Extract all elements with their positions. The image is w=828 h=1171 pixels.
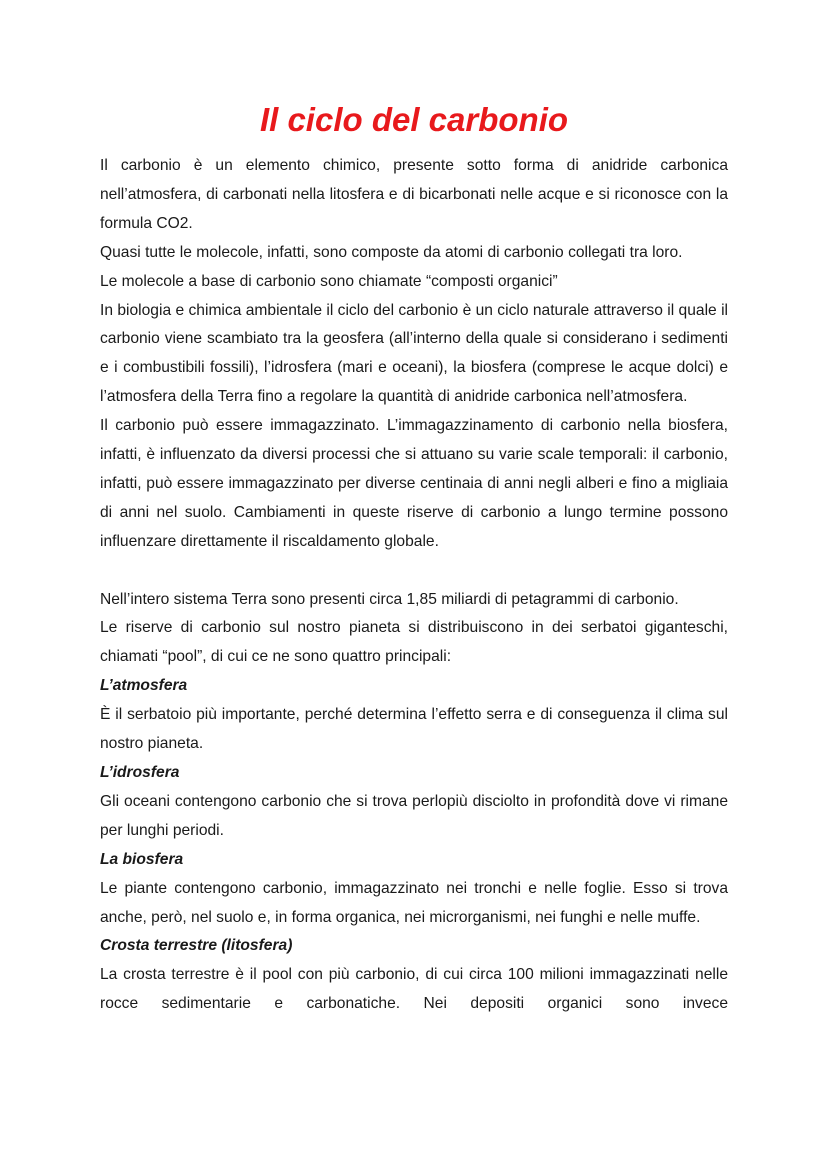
intro-paragraph-4: In biologia e chimica ambientale il ciclo del carbonio è un ciclo naturale attraverso il quale il carbonio viene scambiato tra la geosfera (all’interno della quale si considerano i sedimenti e i combustibili fossili), l’idrosfera (mari e oceani), la biosfera (comprese le acque dolci) e l’atmosfera della Terra fino a regolare la quantità di anidride carbonica nell’atmosfera. (100, 301, 728, 406)
intro-paragraph-3: Le molecole a base di carbonio sono chiamate “composti organici” (100, 272, 558, 290)
intro-paragraph-1: Il carbonio è un elemento chimico, presente sotto forma di anidride carbonica nell’atmosfera, di carbonati nella litosfera e di bicarbonati nelle acque e si riconosce con la formula CO2. (100, 157, 728, 232)
intro-paragraph-5: Il carbonio può essere immagazzinato. L’immagazzinamento di carbonio nella biosfera, infatti, è influenzato da diversi processi che si attuano su varie scale temporali: il carbonio, infatti, può essere immagazzinato per diverse centinaia di anni negli alberi e fino a migliaia di anni nel suolo. Cambiamenti in queste riserve di carbonio a lungo termine possono influenzare direttamente il riscaldamento globale. (100, 417, 728, 550)
intro-paragraph-2: Quasi tutte le molecole, infatti, sono composte da atomi di carbonio collegati tra loro. (100, 243, 683, 261)
pool-heading-atmosphere: L’atmosfera (100, 677, 188, 695)
pools-paragraph-2: Le riserve di carbonio sul nostro pianeta si distribuiscono in dei serbatoi giganteschi, chiamati “pool”, di cui ce ne sono quattro principali: (100, 619, 728, 666)
pool-heading-biosphere: La biosfera (100, 850, 184, 868)
pool-heading-lithosphere: Crosta terrestre (litosfera) (100, 937, 293, 955)
pool-text-atmosphere: È il serbatoio più importante, perché determina l’effetto serra e di conseguenza il clima sul nostro pianeta. (100, 706, 728, 753)
paragraph-spacer (100, 557, 728, 586)
pool-text-lithosphere: La crosta terrestre è il pool con più carbonio, di cui circa 100 milioni immagazzinati nelle rocce sedimentarie e carbonatiche. Nei depositi organici sono invece (100, 966, 728, 1013)
pools-paragraph-1: Nell’intero sistema Terra sono presenti circa 1,85 miliardi di petagrammi di carbonio. (100, 590, 679, 608)
pool-heading-hydrosphere: L’idrosfera (100, 764, 180, 782)
pool-text-hydrosphere: Gli oceani contengono carbonio che si trova perlopiù disciolto in profondità dove vi rimane per lunghi periodi. (100, 792, 728, 839)
pool-text-biosphere: Le piante contengono carbonio, immagazzinato nei tronchi e nelle foglie. Esso si trova anche, però, nel suolo e, in forma organica, nei microrganismi, nei funghi e nelle muffe. (100, 879, 728, 926)
page-title: Il ciclo del carbonio (259, 101, 569, 138)
document-body (100, 152, 728, 1019)
